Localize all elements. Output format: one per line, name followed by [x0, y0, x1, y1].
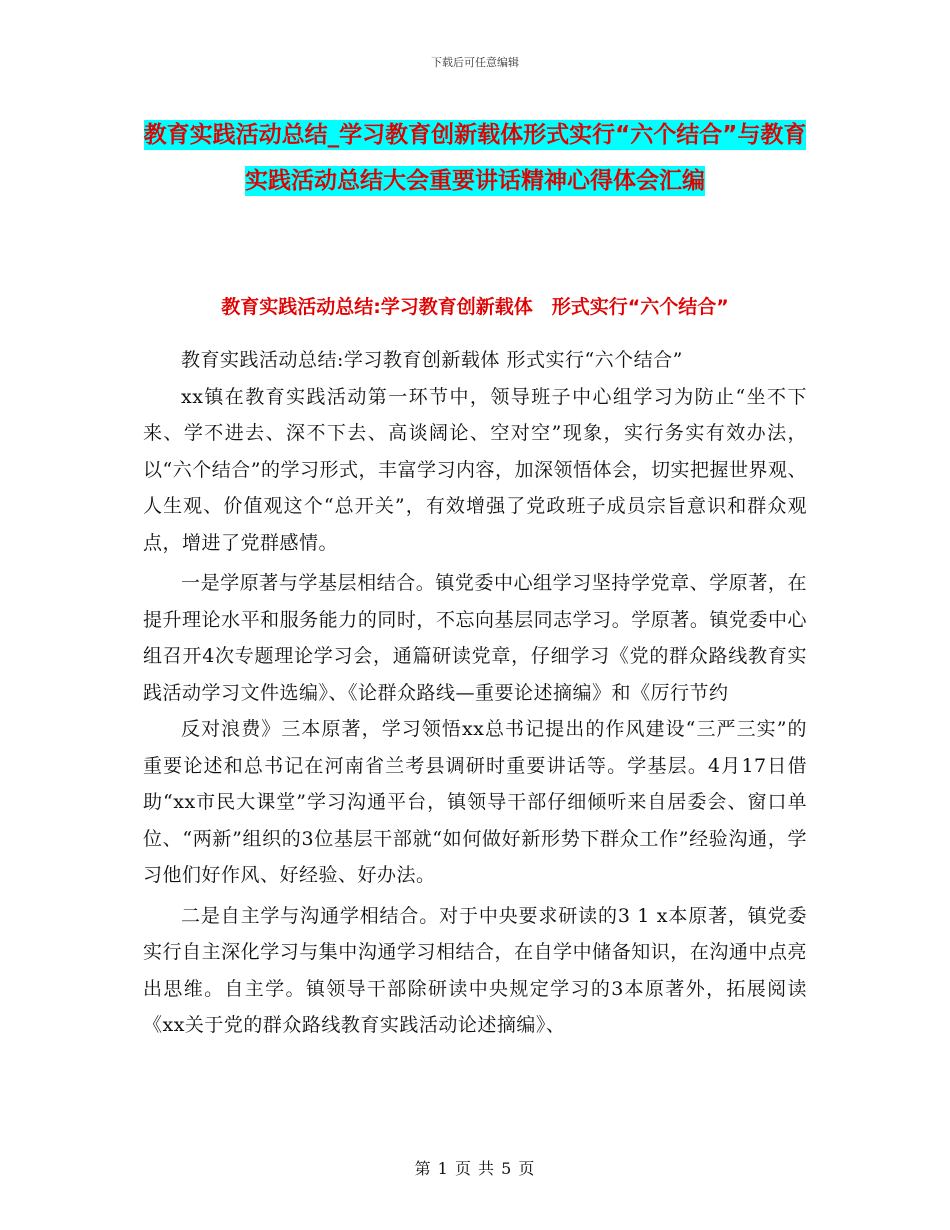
page-footer: 第 1 页 共 5 页: [414, 1159, 536, 1178]
title-text: 教育实践活动总结_学习教育创新载体形式实行“六个结合”与教育实践活动总结大会重要讲话精神心得体会汇编: [143, 122, 807, 194]
header-note: 下载后可任意编辑: [431, 56, 519, 69]
body-text: [143, 342, 807, 1044]
document-title: [140, 112, 810, 204]
section-heading: 教育实践活动总结:学习教育创新载体 形式实行“六个结合”: [221, 296, 729, 318]
paragraph: xx镇在教育实践活动第一环节中，领导班子中心组学习为防止“坐不下来、学不进去、深不下去、高谈阔论、空对空”现象，实行务实有效办法，以“六个结合”的学习形式，丰富学习内容，加深领悟体会，切实把握世界观、人生观、价值观这个“总开关”，有效增强了党政班子成员宗旨意识和群众观点，增进了党群感情。: [143, 385, 807, 554]
paragraph: 教育实践活动总结:学习教育创新载体 形式实行“六个结合”: [181, 349, 683, 371]
paragraph: 反对浪费》三本原著，学习领悟xx总书记提出的作风建设“三严三实”的重要论述和总书记在河南省兰考县调研时重要讲话等。学基层。4月17日借助“xx市民大课堂”学习沟通平台，镇领导干部仔细倾听来自居委会、窗口单位、“两新”组织的3位基层干部就“如何做好新形势下群众工作”经验沟通，学习他们好作风、好经验、好办法。: [143, 718, 807, 886]
paragraph: 一是学原著与学基层相结合。镇党委中心组学习坚持学党章、学原著，在提升理论水平和服务能力的同时，不忘向基层同志学习。学原著。镇党委中心组召开4次专题理论学习会，通篇研读党章，仔细学习《党的群众路线教育实践活动学习文件选编》、《论群众路线—重要论述摘编》和《厉行节约: [143, 572, 807, 704]
paragraph: 二是自主学与沟通学相结合。对于中央要求研读的3 1 x本原著，镇党委实行自主深化学习与集中沟通学习相结合，在自学中储备知识，在沟通中点亮出思维。自主学。镇领导干部除研读中央规定学习的3本原著外，拓展阅读《xx关于党的群众路线教育实践活动论述摘编》、: [143, 904, 807, 1036]
